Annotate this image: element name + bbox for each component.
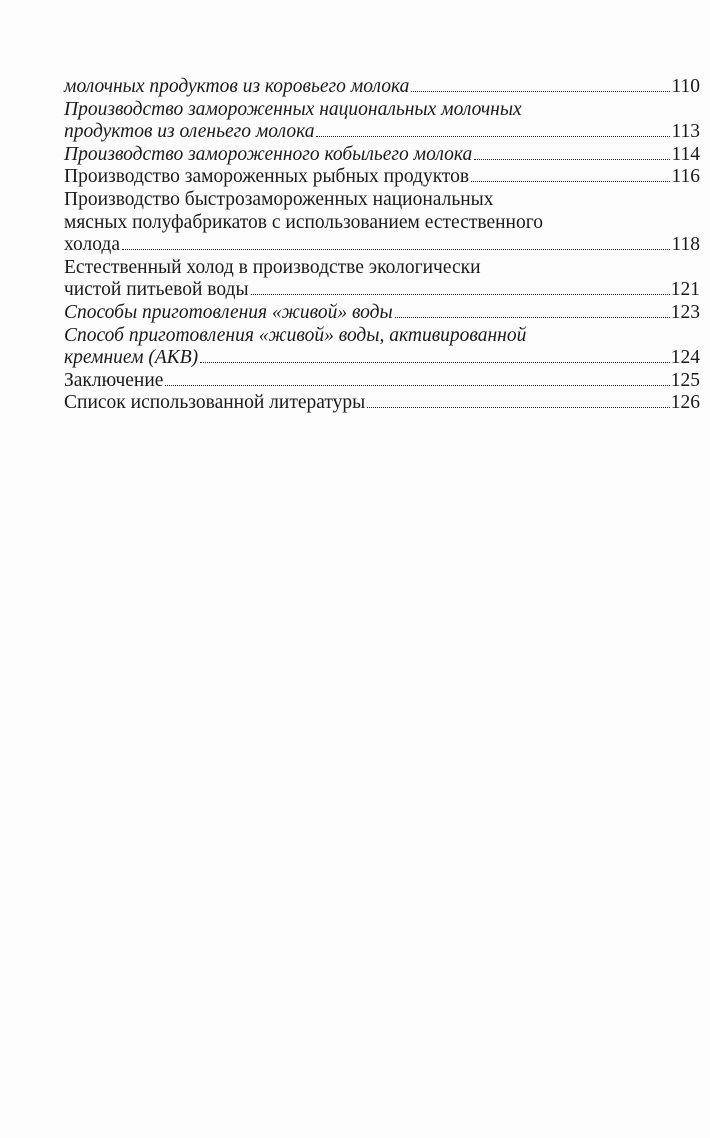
toc-page-number: 125 bbox=[670, 369, 700, 391]
toc-entry-line bbox=[64, 370, 700, 393]
toc-entry-line bbox=[64, 302, 700, 325]
toc-entry bbox=[64, 370, 700, 393]
toc-entry-title: мясных полуфабрикатов с использованием естественного bbox=[64, 211, 543, 233]
toc-entry bbox=[64, 302, 700, 325]
toc-page-number: 118 bbox=[671, 234, 700, 256]
toc-dot-leader bbox=[165, 385, 669, 386]
toc-entry-line bbox=[64, 347, 700, 370]
toc-entry-title: кремнием (АКВ) bbox=[64, 347, 199, 369]
toc-page-number: 110 bbox=[671, 76, 700, 97]
toc-dot-leader bbox=[200, 362, 670, 363]
toc-dot-leader bbox=[316, 136, 670, 137]
toc-entry-line bbox=[64, 212, 700, 235]
toc-dot-leader bbox=[367, 407, 669, 408]
toc-page-number: 113 bbox=[671, 121, 700, 143]
toc-entry-line bbox=[64, 121, 700, 144]
toc-page-number: 114 bbox=[671, 143, 700, 165]
toc-entry-title: Производство замороженных национальных молочных bbox=[64, 98, 522, 120]
toc-entry-title: Список использованной литературы bbox=[64, 392, 366, 414]
toc-entry-line bbox=[64, 99, 700, 122]
toc-entry bbox=[64, 189, 700, 257]
toc-dot-leader bbox=[411, 91, 670, 92]
toc-entry-title: Способ приготовления «живой» воды, активированной bbox=[64, 324, 527, 346]
toc-entry-line bbox=[64, 76, 700, 99]
toc-dot-leader bbox=[474, 159, 670, 160]
toc-entry-title: молочных продуктов из коровьего молока bbox=[64, 76, 410, 97]
toc-entry-title: Производство замороженного кобыльего молока bbox=[64, 143, 473, 165]
toc-entry bbox=[64, 144, 700, 167]
toc-entry-line bbox=[64, 189, 700, 212]
toc-page-number: 121 bbox=[670, 279, 700, 301]
toc-entry-title: продуктов из оленьего молока bbox=[64, 121, 315, 143]
toc-entry bbox=[64, 76, 700, 99]
toc-entry bbox=[64, 325, 700, 370]
toc-entry-title: Заключение bbox=[64, 369, 164, 391]
toc-entry-line bbox=[64, 144, 700, 167]
toc-dot-leader bbox=[395, 317, 670, 318]
toc-entry bbox=[64, 257, 700, 302]
toc-entry bbox=[64, 99, 700, 144]
toc-page-number: 126 bbox=[670, 392, 700, 414]
toc-dot-leader bbox=[122, 249, 670, 250]
toc-dot-leader bbox=[251, 294, 670, 295]
table-of-contents bbox=[64, 76, 700, 415]
toc-entry-title: Производство быстрозамороженных национальных bbox=[64, 188, 494, 210]
toc-entry bbox=[64, 392, 700, 415]
toc-page-number: 116 bbox=[671, 166, 700, 188]
toc-entry-line bbox=[64, 279, 700, 302]
toc-entry-line bbox=[64, 325, 700, 348]
toc-entry-title: холода bbox=[64, 234, 120, 256]
toc-entry bbox=[64, 166, 700, 189]
toc-entry-line bbox=[64, 234, 700, 257]
toc-dot-leader bbox=[471, 181, 670, 182]
toc-entry-line bbox=[64, 166, 700, 189]
toc-entry-line bbox=[64, 392, 700, 415]
toc-page-number: 123 bbox=[670, 301, 700, 323]
toc-entry-line bbox=[64, 257, 700, 280]
toc-entry-title: чистой питьевой воды bbox=[64, 279, 249, 301]
toc-entry-title: Естественный холод в производстве экологически bbox=[64, 256, 481, 278]
toc-entry-title: Способы приготовления «живой» воды bbox=[64, 301, 393, 323]
toc-page-number: 124 bbox=[670, 347, 700, 369]
toc-entry-title: Производство замороженных рыбных продуктов bbox=[64, 166, 470, 188]
